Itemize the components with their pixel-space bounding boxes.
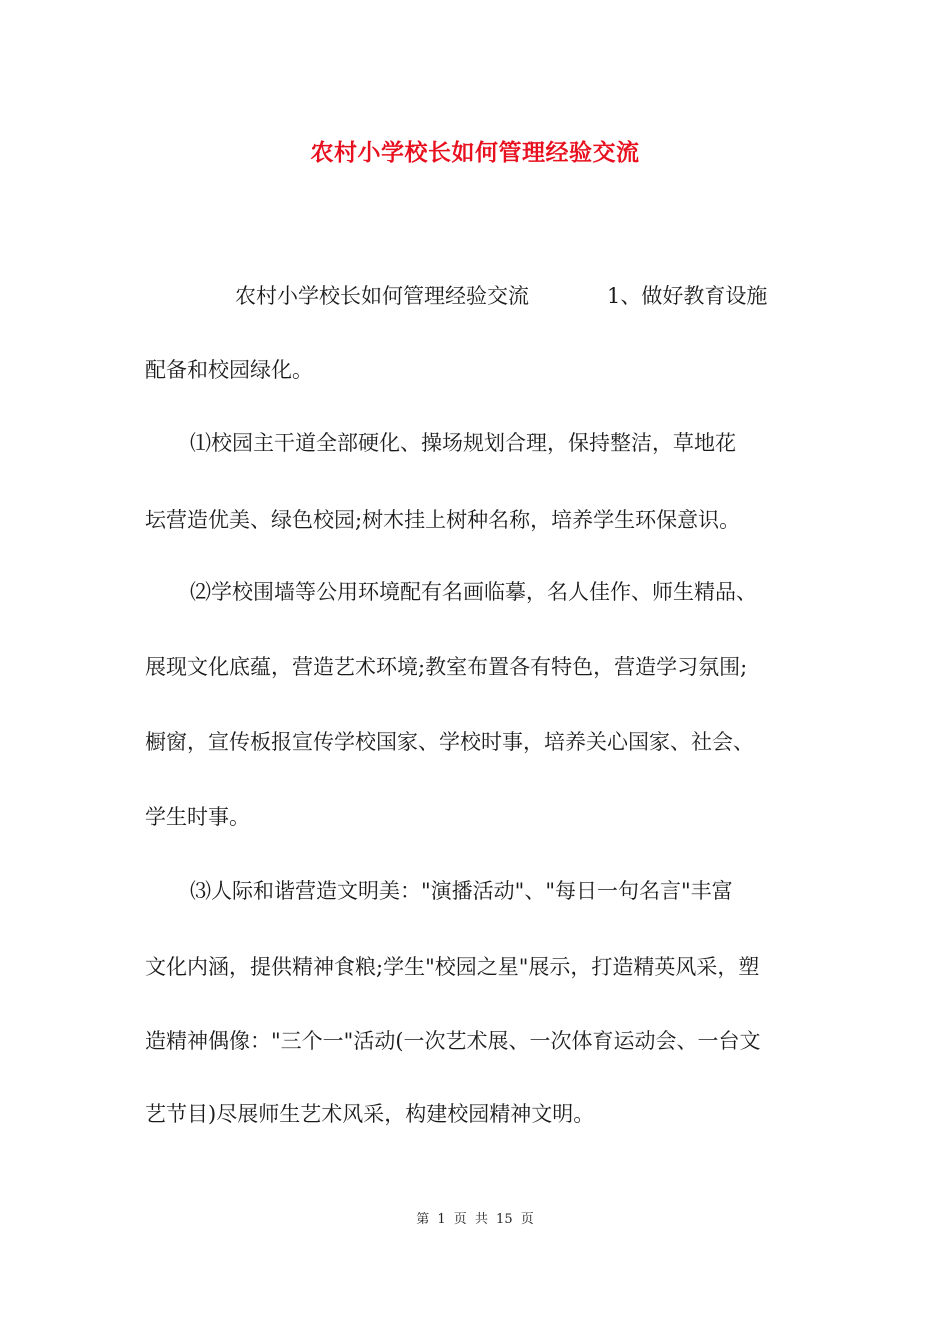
paragraph-line: 学生时事。 xyxy=(145,805,250,829)
paragraph-line: 艺节目)尽展师生艺术风采，构建校园精神文明。 xyxy=(145,1102,595,1126)
intro-item1-end: 配备和校园绿化。 xyxy=(145,358,313,382)
paragraph-line: 坛营造优美、绿色校园;树木挂上树种名称，培养学生环保意识。 xyxy=(145,508,741,532)
paragraph-line: ⑶人际和谐营造文明美："演播活动"、"每日一句名言"丰富 xyxy=(190,879,733,903)
document-title: 农村小学校长如何管理经验交流 xyxy=(310,139,640,166)
paragraph-line: ⑵学校围墙等公用环境配有名画临摹，名人佳作、师生精品、 xyxy=(190,580,757,604)
page-number-footer: 第 1 页 共 15 页 xyxy=(416,1212,534,1227)
paragraph-line: 展现文化底蕴，营造艺术环境;教室布置各有特色，营造学习氛围; xyxy=(145,655,748,679)
paragraph-line: 造精神偶像："三个一"活动(一次艺术展、一次体育运动会、一台文 xyxy=(145,1029,761,1053)
paragraph-line: 文化内涵，提供精神食粮;学生"校园之星"展示，打造精英风采，塑 xyxy=(145,955,760,979)
intro-line xyxy=(235,281,915,311)
paragraph-line: 橱窗，宣传板报宣传学校国家、学校时事，培养关心国家、社会、 xyxy=(145,730,754,754)
intro-title-text: 农村小学校长如何管理经验交流 xyxy=(235,284,529,308)
paragraph-line: ⑴校园主干道全部硬化、操场规划合理，保持整洁，草地花 xyxy=(190,431,736,455)
intro-item1-start: 1、做好教育设施 xyxy=(607,284,768,308)
